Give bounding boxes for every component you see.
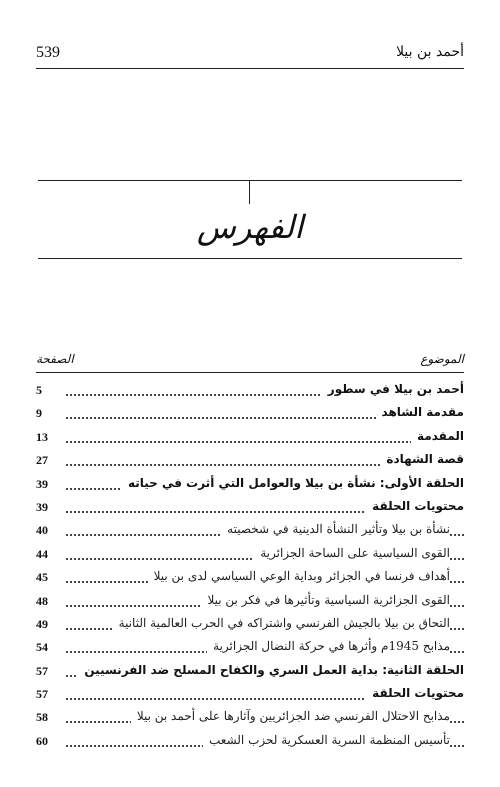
toc-entry[interactable]	[36, 707, 464, 730]
column-header-rule	[36, 372, 464, 373]
toc-entry-title: التحاق بن بيلا بالجيش الفرنسي واشتراكه في الحرب العالمية الثانية	[113, 616, 450, 630]
toc-entry-page: 57	[36, 687, 48, 702]
toc-entry-title: مذابح الاحتلال الفرنسي ضد الجزائريين وآثارها على أحمد بن بيلا	[131, 709, 450, 723]
title-frame-divider	[249, 180, 250, 204]
toc-entry-page: 60	[36, 733, 48, 748]
toc-entry-title: مذابح 1945م وأثرها في حركة النضال الجزائرية	[207, 639, 450, 653]
toc-entry[interactable]	[36, 591, 464, 614]
toc-entry-page: 44	[36, 546, 48, 561]
toc-entry-page: 9	[36, 406, 42, 421]
toc-entry-title: القوى الجزائرية السياسية وتأثيرها في فكر بن بيلا	[201, 593, 450, 607]
toc-entry[interactable]	[36, 427, 464, 450]
toc-entry-page: 54	[36, 640, 48, 655]
toc-entry[interactable]	[36, 544, 464, 567]
toc-entry-page: 27	[36, 453, 48, 468]
toc-entry-title: أحمد بن بيلا في سطور	[322, 382, 464, 396]
toc-entry[interactable]	[36, 497, 464, 520]
toc-entry-page: 40	[36, 523, 48, 538]
running-title: أحمد بن بيلا	[396, 44, 464, 60]
toc-entry-title: نشأة بن بيلا وتأثير النشأة الدينية في شخصيته	[221, 522, 450, 536]
page-number: 539	[36, 44, 60, 61]
toc-entry-title: قصة الشهادة	[380, 452, 464, 466]
toc-entry-title: المقدمة	[411, 429, 464, 443]
page-title: الفهرس	[196, 208, 304, 246]
toc-entry[interactable]	[36, 520, 464, 543]
toc-entry-page: 58	[36, 710, 48, 725]
toc-entry-title: الحلقة الثانية: بداية العمل السري والكفاح المسلح ضد الفرنسيين	[78, 663, 464, 677]
toc-entry-title: مقدمة الشاهد	[376, 405, 464, 419]
toc-entry[interactable]	[36, 614, 464, 637]
toc-entry[interactable]	[36, 380, 464, 403]
toc-entry[interactable]	[36, 474, 464, 497]
toc-entry[interactable]	[36, 661, 464, 684]
toc-entry-page: 49	[36, 616, 48, 631]
toc-entry-page: 5	[36, 383, 42, 397]
toc-entry-title: تأسيس المنظمة السرية العسكرية لحزب الشعب	[203, 733, 450, 747]
toc-entry[interactable]	[36, 403, 464, 426]
toc-entry-page: 48	[36, 593, 48, 608]
toc-entry[interactable]	[36, 450, 464, 473]
toc-entry[interactable]	[36, 567, 464, 590]
toc-entry[interactable]	[36, 684, 464, 707]
toc-entry-page: 39	[36, 476, 48, 491]
title-frame-top-rule	[38, 180, 462, 181]
toc-entry-page: 45	[36, 570, 48, 585]
toc-entry-title: محتويات الحلقة	[366, 499, 464, 513]
toc-entry-page: 39	[36, 499, 48, 514]
header-rule	[36, 68, 464, 69]
column-header-page: الصفحة	[36, 352, 74, 366]
column-headers	[36, 350, 464, 372]
column-header-subject: الموضوع	[420, 352, 464, 366]
page-header	[36, 44, 464, 66]
toc-entry-title: محتويات الحلقة	[366, 686, 464, 700]
dot-leader	[66, 433, 464, 443]
toc-entry-title: أهداف فرنسا في الجزائر وبداية الوعي السياسي لدى بن بيلا	[148, 569, 450, 583]
toc-entry[interactable]	[36, 731, 464, 754]
toc-entry-title: الحلقة الأولى: نشأة بن بيلا والعوامل التي أثرت في حياته	[122, 476, 464, 490]
toc-entry-page: 57	[36, 663, 48, 678]
title-frame-bottom-rule	[38, 258, 462, 259]
title-frame	[38, 180, 462, 280]
table-of-contents	[36, 380, 464, 754]
toc-entry-title: القوى السياسية على الساحة الجزائرية	[254, 546, 450, 560]
toc-entry-page: 13	[36, 429, 48, 444]
toc-entry[interactable]	[36, 637, 464, 660]
